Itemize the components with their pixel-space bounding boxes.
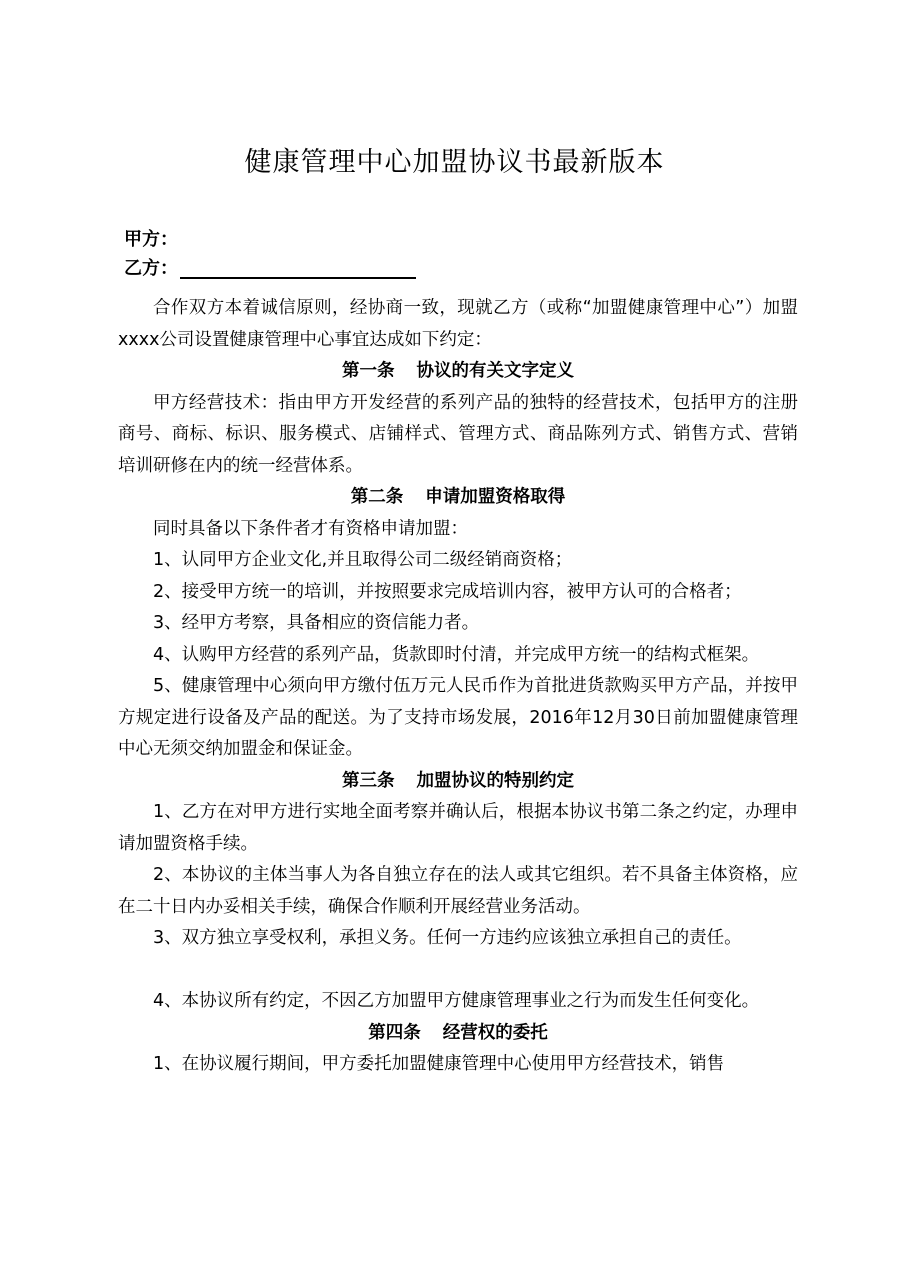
article-4-name: 经营权的委托	[442, 1022, 548, 1043]
article-3-item-4: 4、本协议所有约定，不因乙方加盟甲方健康管理事业之行为而发生任何变化。	[153, 991, 760, 1011]
article-2-name: 申请加盟资格取得	[425, 487, 566, 507]
article-3-heading	[118, 766, 798, 798]
article-1-paragraph: 甲方经营技术：指由甲方开发经营的系列产品的独特的经营技术，包括甲方的注册商号、商标、标识、服务模式、店铺样式、管理方式、商品陈列方式、销售方式、营销培训研修在内的统一经营体系。	[118, 392, 798, 476]
party-b-row	[124, 255, 416, 283]
article-2-item-2: 2、接受甲方统一的培训，并按照要求完成培训内容，被甲方认可的合格者；	[153, 581, 742, 602]
article-4-number: 第四条	[368, 1022, 421, 1043]
article-2-item-5: 5、健康管理中心须向甲方缴付伍万元人民币作为首批进货款购买甲方产品，并按甲方规定进行设备及产品的配送。为了支持市场发展，2016年12月30日前加盟健康管理中心无须交纳加盟金和保证金。	[118, 676, 798, 759]
intro-paragraph: 合作双方本着诚信原则，经协商一致，现就乙方（或称“加盟健康管理中心”）加盟xxxx公司设置健康管理中心事宜达成如下约定：	[118, 298, 798, 350]
article-1-name: 协议的有关文字定义	[416, 361, 574, 381]
party-b-blank-line	[180, 257, 416, 279]
party-b-label: 乙方：	[124, 258, 178, 279]
article-3-item-3: 3、双方独立享受权利，承担义务。任何一方违约应该独立承担自己的责任。	[153, 928, 742, 948]
article-3-number: 第三条	[342, 770, 395, 791]
article-2-heading	[118, 482, 798, 514]
article-2-intro: 同时具备以下条件者才有资格申请加盟：	[153, 518, 468, 539]
article-4-item-1: 1、在协议履行期间，甲方委托加盟健康管理中心使用甲方经营技术，销售	[153, 1054, 725, 1074]
article-1-number: 第一条	[342, 361, 395, 381]
article-1-heading	[118, 356, 798, 388]
document-body	[118, 293, 798, 1081]
article-2-item-4: 4、认购甲方经营的系列产品，货款即时付清，并完成甲方统一的结构式框架。	[153, 644, 760, 665]
document-title: 健康管理中心加盟协议书最新版本	[244, 147, 665, 178]
article-3-name: 加盟协议的特别约定	[416, 770, 574, 791]
article-3-item-2: 2、本协议的主体当事人为各自独立存在的法人或其它组织。若不具备主体资格，应在二十日内办妥相关手续，确保合作顺利开展经营业务活动。	[118, 865, 798, 917]
article-2-number: 第二条	[350, 487, 404, 507]
article-2-item-1: 1、认同甲方企业文化,并且取得公司二级经销商资格；	[153, 550, 573, 570]
blank-line	[118, 955, 798, 987]
party-a-label: 甲方：	[124, 229, 178, 250]
article-4-heading	[118, 1018, 798, 1050]
article-3-item-1: 1、乙方在对甲方进行实地全面考察并确认后，根据本协议书第二条之约定，办理申请加盟资格手续。	[118, 802, 798, 854]
article-2-item-3: 3、经甲方考察，具备相应的资信能力者。	[153, 613, 480, 633]
